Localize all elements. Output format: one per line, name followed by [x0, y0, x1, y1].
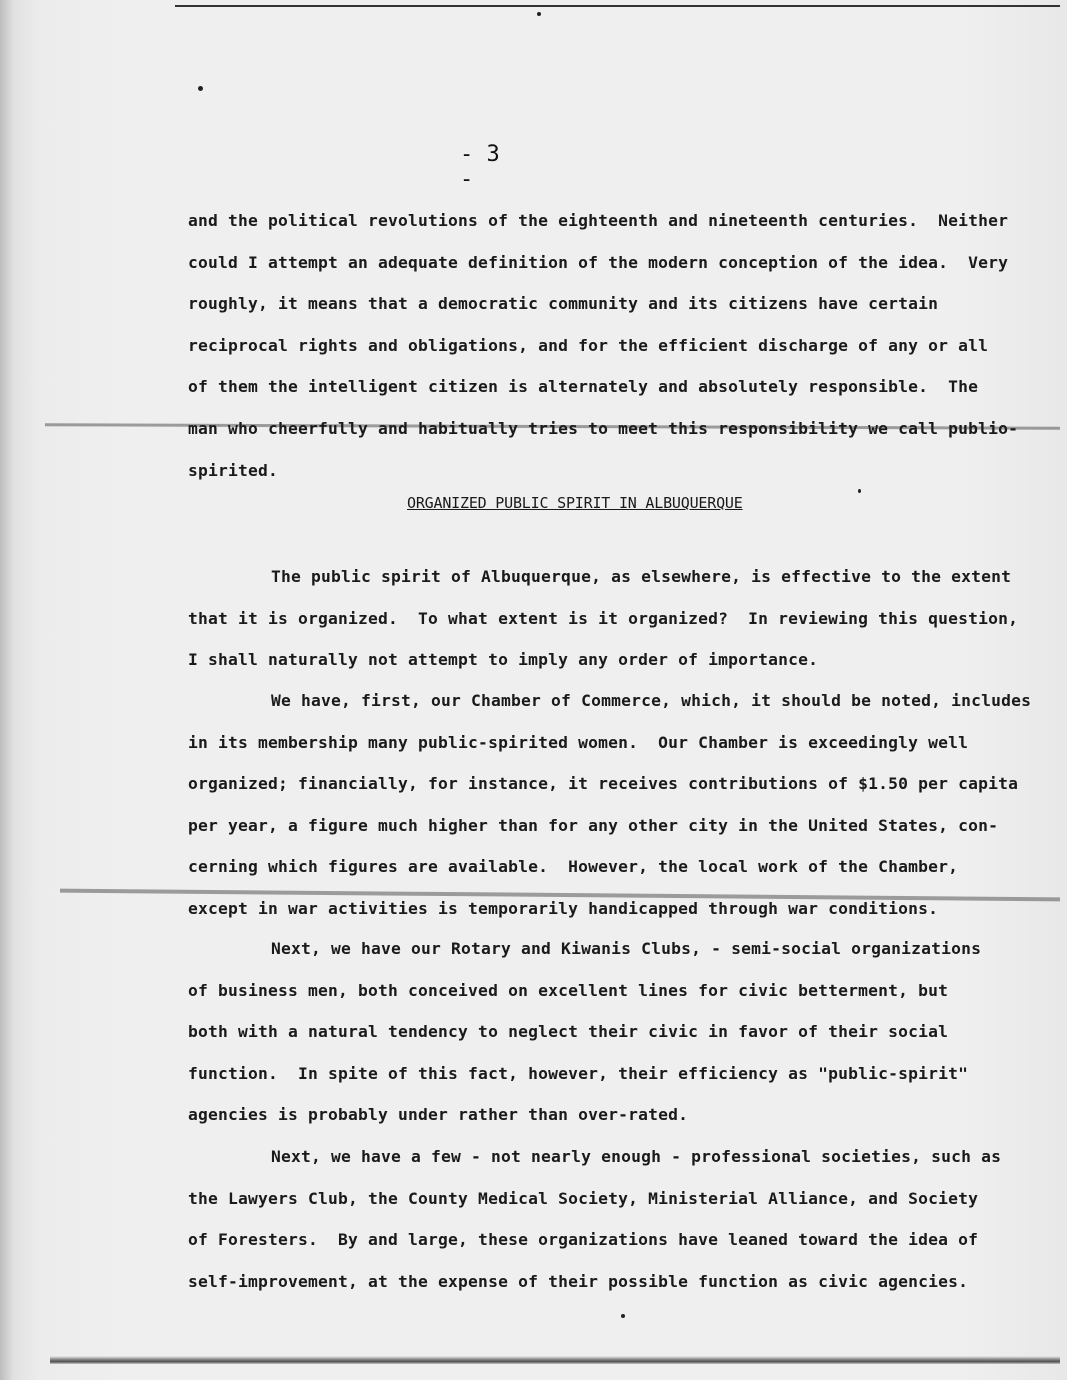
text-line: and the political revolutions of the eighteenth and nineteenth centuries. Neither	[188, 211, 1009, 230]
text-line: both with a natural tendency to neglect their civic in favor of their social	[188, 1022, 949, 1042]
ink-speck	[537, 12, 541, 16]
text-line: of them the intelligent citizen is alternately and absolutely responsible. The	[188, 377, 979, 397]
text-line: per year, a figure much higher than for any other city in the United States, con-	[188, 815, 999, 835]
text-line: that it is organized. To what extent is it organized? In reviewing this question,	[188, 608, 1019, 628]
page-bottom-edge	[50, 1356, 1060, 1364]
paragraph	[188, 200, 1063, 491]
paragraph	[188, 556, 1063, 681]
text-line: in its membership many public-spirited women. Our Chamber is exceedingly well	[188, 732, 969, 752]
page-number: - 3 -	[460, 142, 500, 192]
page-left-edge	[0, 0, 14, 1380]
text-line: self-improvement, at the expense of their possible function as civic agencies.	[188, 1271, 969, 1291]
text-line: spirited.	[188, 460, 279, 480]
text-line: function. In spite of this fact, however, their efficiency as "public-spirit"	[188, 1063, 969, 1083]
text-line: except in war activities is temporarily handicapped through war conditions.	[188, 898, 939, 918]
text-line: organized; financially, for instance, it receives contributions of $1.50 per capita	[188, 774, 1019, 794]
section-heading: ORGANIZED PUBLIC SPIRIT IN ALBUQUERQUE	[407, 494, 743, 512]
text-line: Next, we have a few - not nearly enough - professional societies, such as	[271, 1147, 1002, 1166]
paragraph	[188, 680, 1063, 930]
text-line: The public spirit of Albuquerque, as elsewhere, is effective to the extent	[271, 567, 1012, 586]
text-line: cerning which figures are available. However, the local work of the Chamber,	[188, 857, 959, 877]
text-line: agencies is probably under rather than over-rated.	[188, 1105, 689, 1125]
text-line: man who cheerfully and habitually tries to meet this responsibility we call publio-	[188, 418, 1019, 438]
ink-speck	[198, 86, 203, 91]
ink-speck	[621, 1314, 625, 1318]
text-line: of business men, both conceived on excellent lines for civic betterment, but	[188, 980, 949, 1000]
page-top-rule	[175, 5, 1060, 7]
text-line: could I attempt an adequate definition of the modern conception of the idea. Very	[188, 252, 1009, 272]
text-line: roughly, it means that a democratic community and its citizens have certain	[188, 294, 939, 314]
text-line: the Lawyers Club, the County Medical Society, Ministerial Alliance, and Society	[188, 1188, 979, 1208]
text-line: reciprocal rights and obligations, and for the efficient discharge of any or all	[188, 335, 989, 355]
text-line: I shall naturally not attempt to imply any order of importance.	[188, 650, 819, 670]
text-line: We have, first, our Chamber of Commerce, which, it should be noted, includes	[271, 691, 1032, 710]
paragraph	[188, 928, 1063, 1136]
text-line: Next, we have our Rotary and Kiwanis Clubs, - semi-social organizations	[271, 939, 982, 958]
text-line: of Foresters. By and large, these organizations have leaned toward the idea of	[188, 1230, 979, 1250]
paragraph	[188, 1136, 1063, 1302]
